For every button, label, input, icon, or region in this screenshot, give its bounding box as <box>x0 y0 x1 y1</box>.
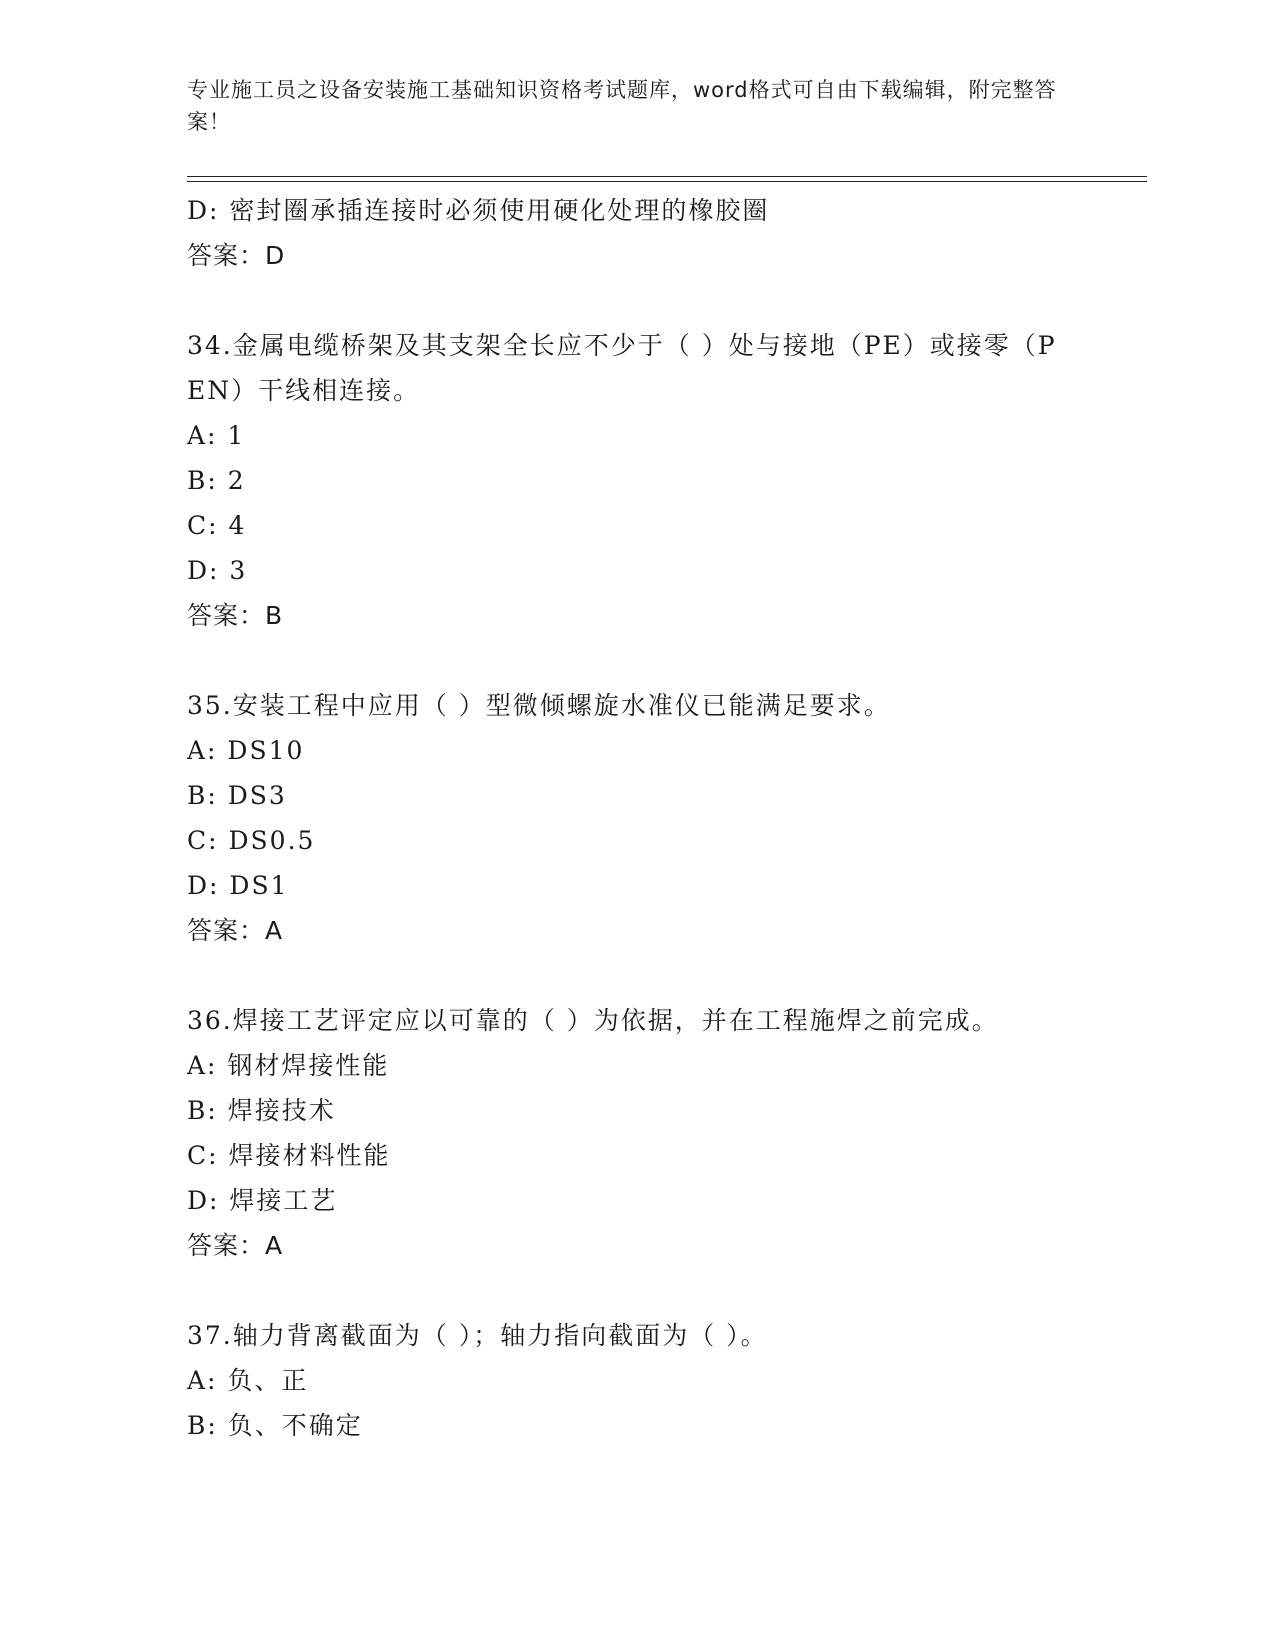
option-c: C: 4 <box>187 511 247 540</box>
answer-line: 答案：D <box>187 241 286 270</box>
option-d: D: 焊接工艺 <box>187 1186 338 1215</box>
question-37 <box>187 1313 1087 1448</box>
answer-line: 答案：A <box>187 1231 284 1260</box>
option-c: C: 焊接材料性能 <box>187 1141 391 1170</box>
answer-line: 答案：B <box>187 601 284 630</box>
question-text: 36.焊接工艺评定应以可靠的（ ）为依据，并在工程施焊之前完成。 <box>187 1006 999 1035</box>
question-text: 37.轴力背离截面为（ ）；轴力指向截面为（ ）。 <box>187 1321 768 1350</box>
answer-line: 答案：A <box>187 916 284 945</box>
question-36 <box>187 998 1087 1268</box>
option-a: A: 负、正 <box>187 1366 309 1395</box>
question-text: 35.安装工程中应用（ ）型微倾螺旋水准仪已能满足要求。 <box>187 691 891 720</box>
option-c: C: DS0.5 <box>187 826 316 855</box>
question-list <box>187 188 1087 1448</box>
spacer <box>187 1268 1087 1313</box>
question-35 <box>187 683 1087 953</box>
option-b: B: 2 <box>187 466 246 495</box>
option-a: A: DS10 <box>187 736 305 765</box>
option-b: B: DS3 <box>187 781 287 810</box>
option-a: A: 1 <box>187 421 246 450</box>
previous-question-tail <box>187 188 1087 278</box>
header-divider-bottom <box>187 181 1147 182</box>
option-b: B: 负、不确定 <box>187 1411 363 1440</box>
option-d: D: 3 <box>187 556 248 585</box>
header-divider-top <box>187 176 1147 177</box>
option-d: D: 密封圈承插连接时必须使用硬化处理的橡胶圈 <box>187 196 770 225</box>
option-a: A: 钢材焊接性能 <box>187 1051 390 1080</box>
question-text: 34.金属电缆桥架及其支架全长应不少于（ ）处与接地（PE）或接零（PEN）干线相连接。 <box>187 331 1057 405</box>
question-34 <box>187 323 1087 638</box>
option-d: D: DS1 <box>187 871 289 900</box>
spacer <box>187 278 1087 323</box>
spacer <box>187 638 1087 683</box>
spacer <box>187 953 1087 998</box>
option-b: B: 焊接技术 <box>187 1096 336 1125</box>
header-note: 专业施工员之设备安装施工基础知识资格考试题库，word格式可自由下载编辑，附完整答案！ <box>187 78 1057 134</box>
